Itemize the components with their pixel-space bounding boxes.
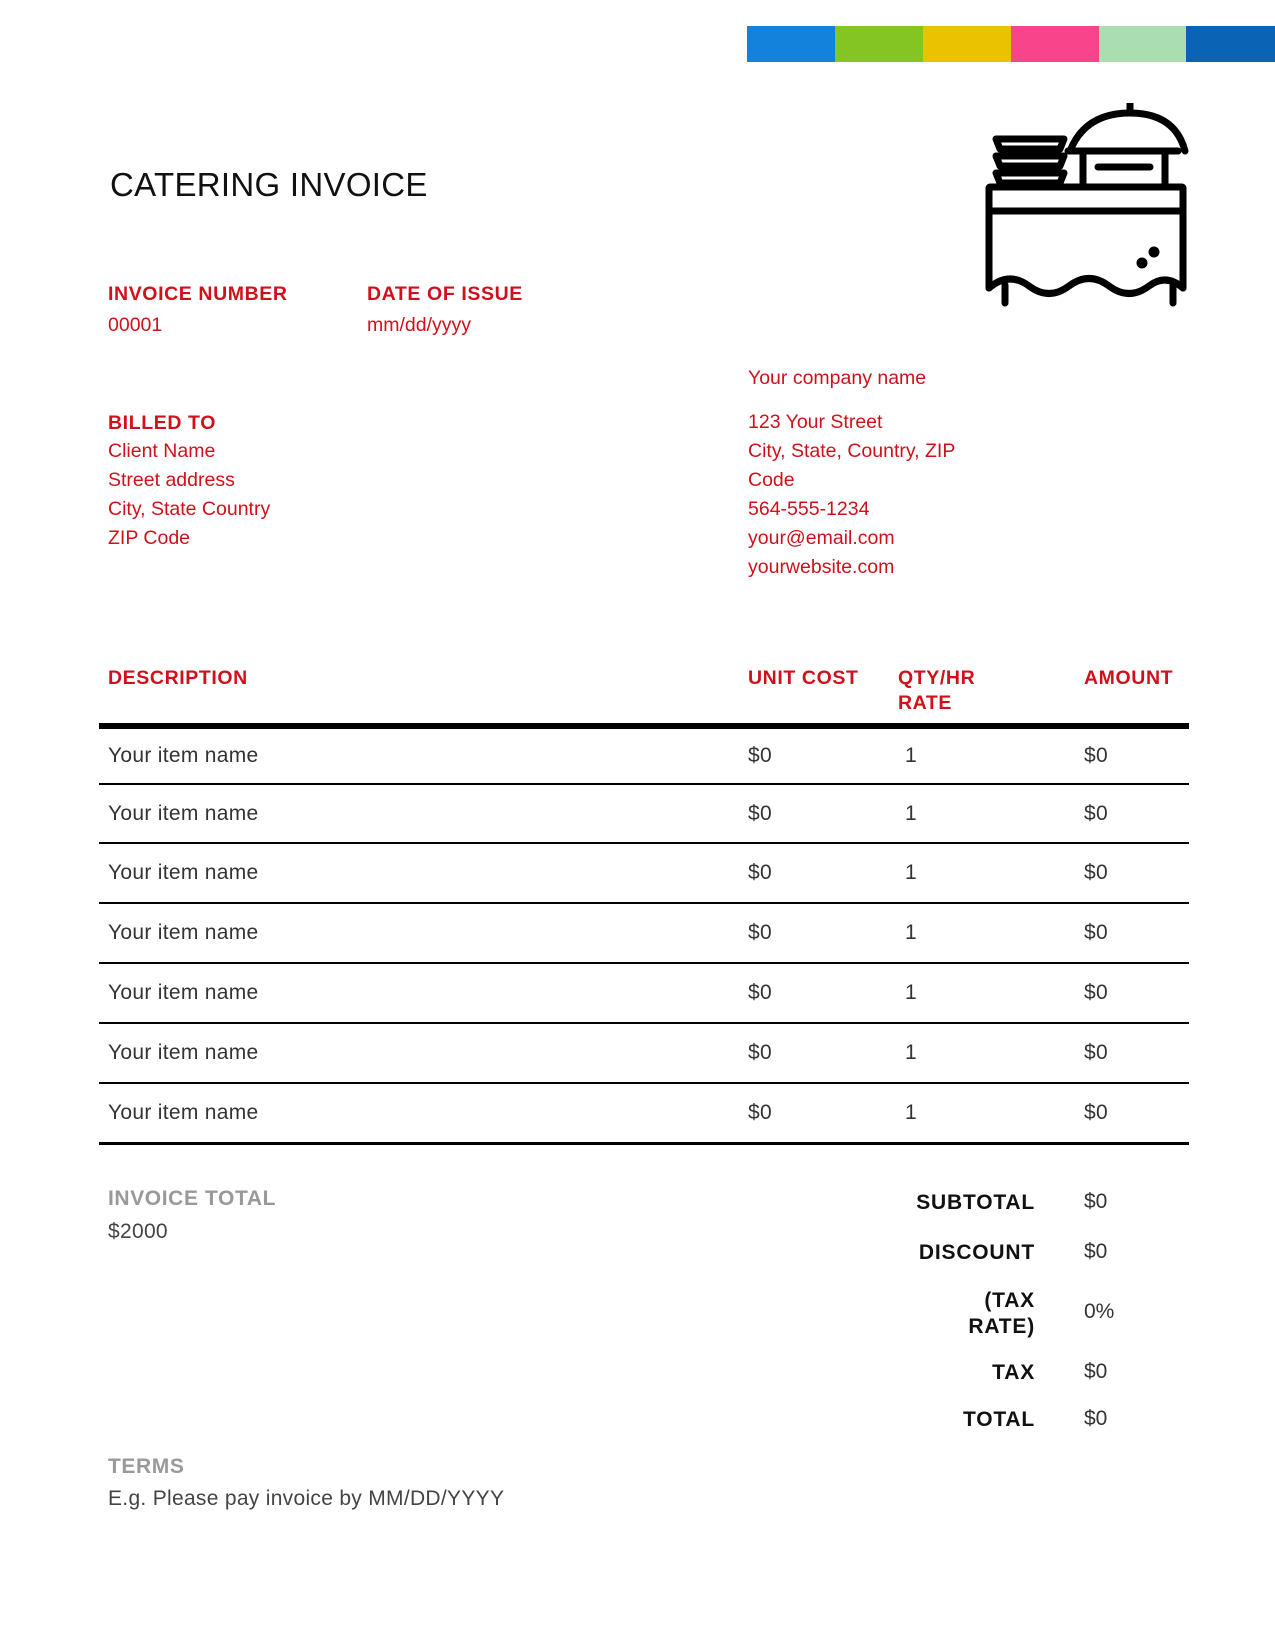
- subtotal-label: SUBTOTAL: [916, 1191, 1035, 1214]
- total-value: $0: [1084, 1407, 1108, 1430]
- row-description: Your item name: [108, 802, 259, 825]
- row-unit-cost: $0: [748, 1041, 772, 1064]
- billed-to-label: BILLED TO: [108, 412, 216, 434]
- col-header-qty: [898, 666, 975, 716]
- row-divider: [99, 783, 1189, 785]
- tax-rate-label-line1: (TAX: [984, 1289, 1035, 1312]
- client-zip: ZIP Code: [108, 527, 191, 549]
- col-header-qty-line2: RATE: [898, 692, 953, 714]
- row-divider: [99, 962, 1189, 964]
- discount-label: DISCOUNT: [918, 1241, 1035, 1264]
- tax-rate-value: 0%: [1084, 1300, 1115, 1323]
- col-header-unit-cost: UNIT COST: [748, 667, 859, 689]
- client-city: City, State Country: [108, 498, 271, 520]
- row-description: Your item name: [108, 981, 259, 1004]
- row-amount: $0: [1084, 861, 1108, 884]
- col-header-qty-line1: QTY/HR: [898, 667, 976, 689]
- client-street: Street address: [108, 469, 235, 491]
- row-divider: [99, 902, 1189, 904]
- row-qty: 1: [905, 1101, 917, 1124]
- col-header-amount: AMOUNT: [1084, 667, 1174, 689]
- row-description: Your item name: [108, 744, 259, 767]
- tax-rate-label-line2: RATE): [968, 1315, 1035, 1338]
- document-title: CATERING INVOICE: [110, 166, 428, 203]
- table-header-rule: [99, 723, 1189, 729]
- row-description: Your item name: [108, 1041, 259, 1064]
- row-amount: $0: [1084, 1041, 1108, 1064]
- row-unit-cost: $0: [748, 981, 772, 1004]
- stripe-segment: [1011, 26, 1099, 62]
- tax-rate-label: [968, 1288, 1035, 1340]
- row-qty: 1: [905, 744, 917, 767]
- color-stripe: [747, 26, 1275, 62]
- date-of-issue-label: DATE OF ISSUE: [367, 283, 523, 305]
- stripe-segment: [835, 26, 923, 62]
- tax-value: $0: [1084, 1360, 1108, 1383]
- col-header-description: DESCRIPTION: [108, 667, 248, 689]
- row-amount: $0: [1084, 1101, 1108, 1124]
- row-divider: [99, 842, 1189, 844]
- company-name: Your company name: [748, 367, 927, 389]
- row-qty: 1: [905, 861, 917, 884]
- company-email: your@email.com: [748, 527, 895, 549]
- date-of-issue-value: mm/dd/yyyy: [367, 314, 472, 336]
- billed-to-block: [108, 437, 270, 553]
- client-name: Client Name: [108, 440, 216, 462]
- invoice-number-value: 00001: [108, 314, 163, 336]
- table-bottom-rule: [99, 1142, 1189, 1145]
- stripe-segment: [1099, 26, 1186, 62]
- catering-buffet-icon: [985, 103, 1190, 313]
- row-amount: $0: [1084, 981, 1108, 1004]
- row-unit-cost: $0: [748, 1101, 772, 1124]
- stripe-segment: [1186, 26, 1275, 62]
- row-description: Your item name: [108, 861, 259, 884]
- company-street: 123 Your Street: [748, 411, 883, 433]
- company-city: City, State, Country, ZIP: [748, 440, 956, 462]
- stripe-segment: [923, 26, 1011, 62]
- subtotal-value: $0: [1084, 1190, 1108, 1213]
- stripe-segment: [747, 26, 835, 62]
- row-description: Your item name: [108, 1101, 259, 1124]
- row-divider: [99, 1082, 1189, 1084]
- total-label: TOTAL: [962, 1408, 1035, 1431]
- tax-label: TAX: [992, 1361, 1035, 1384]
- row-unit-cost: $0: [748, 861, 772, 884]
- invoice-number-label: INVOICE NUMBER: [108, 283, 288, 305]
- row-amount: $0: [1084, 921, 1108, 944]
- terms-label: TERMS: [108, 1455, 185, 1478]
- row-qty: 1: [905, 802, 917, 825]
- row-unit-cost: $0: [748, 744, 772, 767]
- company-phone: 564-555-1234: [748, 498, 870, 520]
- row-amount: $0: [1084, 744, 1108, 767]
- company-city-cont: Code: [748, 469, 795, 491]
- company-website: yourwebsite.com: [748, 556, 895, 578]
- row-description: Your item name: [108, 921, 259, 944]
- row-qty: 1: [905, 981, 917, 1004]
- invoice-total-value: $2000: [108, 1220, 168, 1243]
- discount-value: $0: [1084, 1240, 1108, 1263]
- terms-value: E.g. Please pay invoice by MM/DD/YYYY: [108, 1487, 505, 1510]
- row-amount: $0: [1084, 802, 1108, 825]
- row-unit-cost: $0: [748, 802, 772, 825]
- row-unit-cost: $0: [748, 921, 772, 944]
- company-block: [748, 408, 955, 582]
- row-qty: 1: [905, 921, 917, 944]
- invoice-total-label: INVOICE TOTAL: [108, 1187, 277, 1210]
- row-qty: 1: [905, 1041, 917, 1064]
- row-divider: [99, 1022, 1189, 1024]
